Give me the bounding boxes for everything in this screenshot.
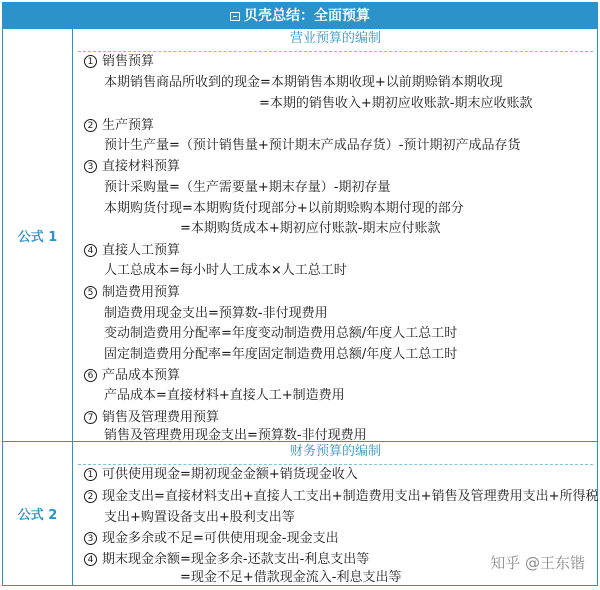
section-title-financial: 财务预算的编制 [78, 442, 593, 465]
formula-line: =本期的销售收入+期初应收账款-期末应收账款 [259, 96, 533, 111]
formula-line: 本期购货付现=本期购货付现部分+以前期赊购本期付现的部分 [104, 201, 464, 216]
row-label-1: 公式 1 [3, 29, 73, 441]
item-heading [84, 158, 180, 176]
row-content-1 [74, 29, 597, 441]
item-heading [84, 466, 358, 484]
title-bar [3, 3, 597, 29]
formula-table [2, 2, 598, 586]
item-heading-text: 直接人工预算 [102, 243, 181, 258]
item-heading [84, 488, 598, 506]
formula-line: 销售及管理费用现金支出=预算数-非付现费用 [104, 428, 367, 443]
formula-line: 本期销售商品所收到的现金=本期销售本期收现+以前期赊销本期收现 [104, 75, 503, 90]
item-heading [84, 117, 154, 135]
circled-number-icon: 1 [84, 468, 97, 481]
formula-line: 产品成本=直接材料+直接人工+制造费用 [104, 388, 345, 403]
circled-number-icon: 4 [84, 553, 97, 566]
circled-number-icon: 3 [84, 532, 97, 545]
formula-line: 固定制造费用分配率=年度固定制造费用总额/年度人工总工时 [104, 347, 458, 362]
formula-line: =本期购货成本+期初应付账款-期末应付账款 [180, 221, 441, 236]
item-heading [84, 367, 180, 385]
circled-number-icon: 2 [84, 119, 97, 132]
item-heading [84, 242, 180, 260]
formula-line: 制造费用现金支出=预算数-非付现费用 [104, 306, 328, 321]
formula-line: 预计采购量=（生产需要量+期末存量）-期初存量 [104, 180, 391, 195]
item-heading [84, 551, 369, 569]
item-heading-text: 现金支出=直接材料支出+直接人工支出+制造费用支出+销售及管理费用支出+所得税 [102, 489, 599, 504]
formula-line: 人工总成本=每小时人工成本×人工总工时 [104, 263, 347, 278]
item-heading-text: 销售及管理费用预算 [102, 410, 220, 425]
circled-number-icon: 1 [84, 55, 97, 68]
item-heading-text: 销售预算 [102, 54, 155, 69]
row-label-2: 公式 2 [3, 442, 73, 585]
formula-line: 支出+购置设备支出+股利支出等 [104, 510, 295, 525]
item-heading [84, 409, 219, 427]
formula-line: =现金不足+借款现金流入-利息支出等 [180, 570, 402, 585]
formula-line: 预计生产量=（预计销售量+预计期末产成品存货）-预计期初产成品存货 [104, 138, 521, 153]
item-heading [84, 53, 154, 71]
circled-number-icon: 4 [84, 244, 97, 257]
item-heading-text: 生产预算 [102, 118, 155, 133]
item-heading [84, 530, 339, 548]
item-heading-text: 可供使用现金=期初现金金额+销货现金收入 [102, 467, 358, 482]
formula-line: 变动制造费用分配率=年度变动制造费用总额/年度人工总工时 [104, 326, 458, 341]
item-heading-text: 产品成本预算 [102, 368, 181, 383]
circled-number-icon: 3 [84, 160, 97, 173]
circled-number-icon: 2 [84, 490, 97, 503]
document-icon [230, 12, 240, 21]
watermark: 知乎 @王东锴 [490, 554, 585, 572]
circled-number-icon: 6 [84, 369, 97, 382]
circled-number-icon: 5 [84, 286, 97, 299]
section-title-operating: 营业预算的编制 [78, 29, 593, 52]
item-heading-text: 制造费用预算 [102, 285, 181, 300]
item-heading-text: 直接材料预算 [102, 159, 181, 174]
page-title: 贝壳总结：全面预算 [244, 8, 370, 24]
item-heading [84, 284, 180, 302]
item-heading-text: 期末现金余额=现金多余-还款支出-利息支出等 [102, 552, 370, 567]
formula-row-1 [3, 29, 597, 442]
item-heading-text: 现金多余或不足=可供使用现金-现金支出 [102, 531, 339, 546]
circled-number-icon: 7 [84, 411, 97, 424]
